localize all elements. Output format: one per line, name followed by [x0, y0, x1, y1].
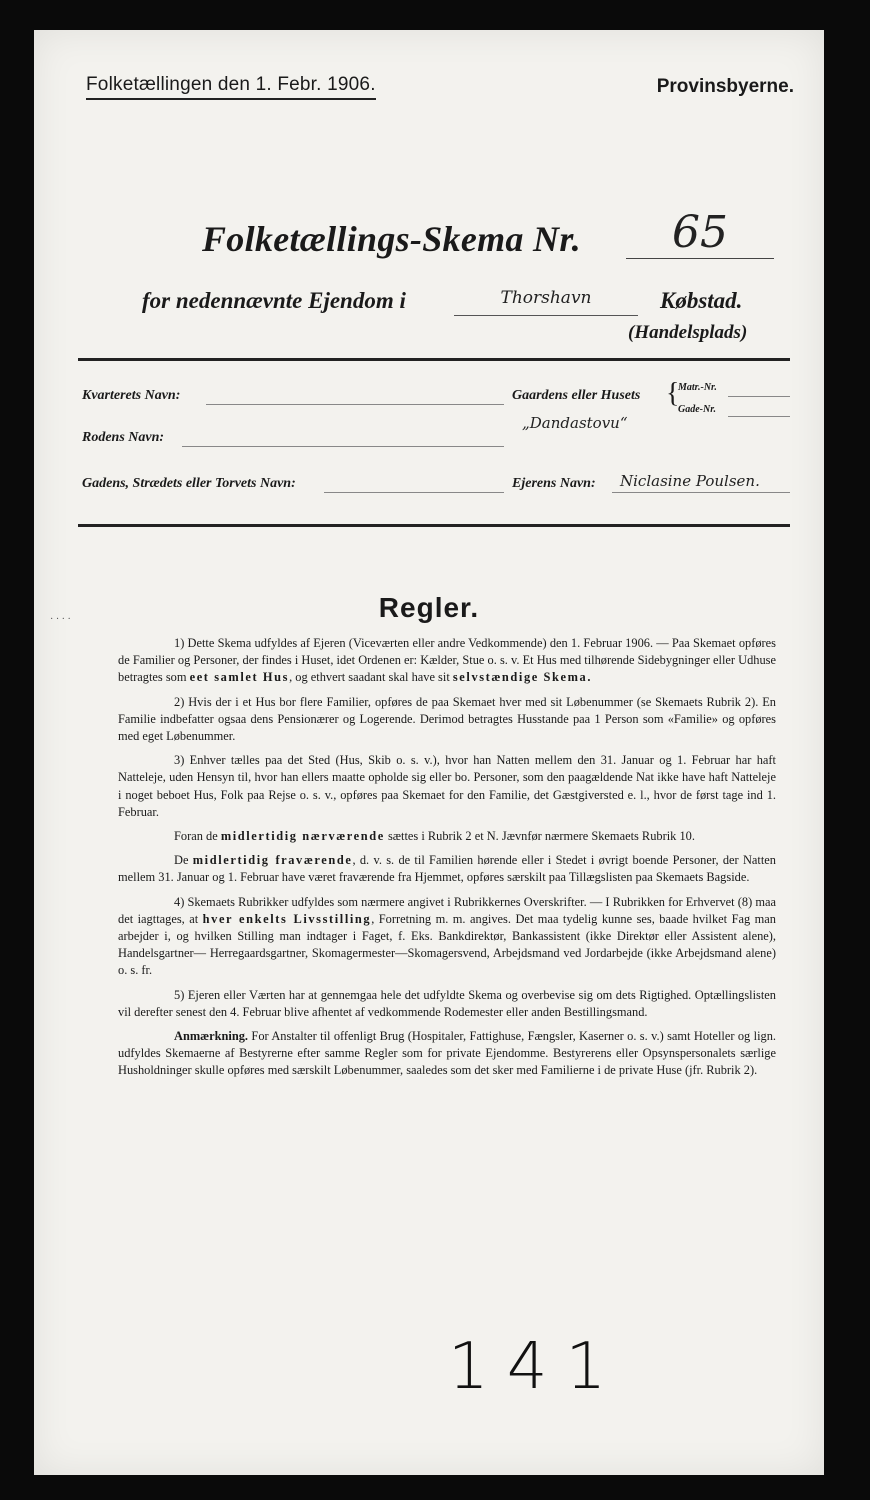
- margin-marks: · · · ·: [50, 614, 71, 625]
- fields-divider: [78, 524, 790, 527]
- gaard-name-handwritten: „Dandastovu“: [522, 414, 628, 432]
- brace-symbol: {: [666, 378, 680, 409]
- rode-label: Rodens Navn:: [82, 430, 165, 445]
- matr-nr-label: Matr.-Nr.: [678, 382, 717, 393]
- gaard-label: Gaardens eller Husets: [512, 388, 641, 403]
- rule-2: 2) Hvis der i et Hus bor flere Familier, opføres de paa Skemaet hver med sit Løbenummer (se Skemaets Rubrik 2). En Familie indbefatter ogsaa dens Pensionærer og Logerende. Derimod betragtes Husstande paa 1 Person som «Familie» og opføres med eget Løbenummer.: [118, 694, 776, 744]
- rule-4: 4) Skemaets Rubrikker udfyldes som nærmere angivet i Rubrikkernes Overskrifter. — I Rubrikken for Erhvervet (8) maa det iagttages, at hver enkelts Livsstilling, Forretning m. m. angives. Det maa tydelig kunne ses, baade hvilket Fag man arbejder i, og hvilken Stilling man indtager i Faget, f. Eks. Bankdirektør, Bankassistent (ikke Direktør eller Assistent alene), Handelsgartner— Herregaardsgartner, Skomagermester—Skomagersvend, Arbejdsmand ved Jordarbejde (ikke Arbejdsmand alene) o. s. fr.: [118, 894, 776, 978]
- handelsplads-label: (Handelsplads): [628, 322, 748, 343]
- top-divider: [78, 358, 790, 361]
- kvarter-label: Kvarterets Navn:: [82, 388, 181, 403]
- region-heading: Provinsbyerne.: [656, 76, 794, 97]
- skema-number-handwritten: 65: [626, 208, 774, 259]
- rule-annotation: Anmærkning. For Anstalter til offenligt Brug (Hospitaler, Fattighuse, Fængsler, Kaserner o. s. v.) samt Hoteller og lign. udfyldes Skemaerne af Bestyrerne efter samme Regler som for private Ejendomme. Bestyrerens eller Opsynspersonalets særlige Husholdninger skulle opføres med særskilt Løbenummer, saaledes som det sker med Familierne i de private Huse (jfr. Rubrik 2).: [118, 1029, 776, 1078]
- gade-line: [324, 474, 504, 493]
- rule-1: 1) Dette Skema udfyldes af Ejeren (Viceværten eller andre Vedkommende) den 1. Februar 1906. — Paa Skemaet opføres de Familier og Personer, der findes i Huset, idet Ordenen er: Kælder, Stue o. s. v. Et Hus med tilhørende Sidebygninger eller Udhuse betragtes som eet samlet Hus, og ethvert saadant skal have sit selvstændige Skema.: [118, 636, 776, 685]
- rule-5: 5) Ejeren eller Værten har at gennemgaa hele det udfyldte Skema og overbevise sig om dets Rigtighed. Optællingslisten vil derefter senest den 4. Februar blive afhentet af vedkommende Rodemester eller anden Bestillingsmand.: [118, 987, 776, 1019]
- gade-nr-label: Gade-Nr.: [678, 404, 717, 415]
- kvarter-line: [206, 386, 504, 405]
- rule-3-absent: De midlertidig fraværende, d. v. s. de til Familien hørende eller i Stedet i øvrigt boende Personer, der Natten mellem 31. Januar og 1. Februar have været fraværende fra Hjemmet, opføres særskilt paa Tillægslisten paa Skemaets Bagside.: [118, 853, 776, 885]
- rules-text: [118, 635, 776, 1087]
- gade-nr-line: [728, 398, 790, 417]
- matr-nr-line: [728, 378, 790, 397]
- rules-title: Regler.: [378, 592, 480, 623]
- rule-3-present: Foran de midlertidig nærværende sættes i Rubrik 2 et N. Jævnfør nærmere Skemaets Rubrik 10.: [174, 829, 695, 844]
- rode-line: [182, 428, 504, 447]
- form-subtitle: for nedennævnte Ejendom i: [142, 288, 406, 313]
- page-number-handwritten: 141: [448, 1330, 625, 1404]
- ejer-label: Ejerens Navn:: [512, 476, 596, 491]
- census-form-page: [34, 30, 824, 1475]
- owner-name-handwritten: Niclasine Poulsen.: [620, 472, 760, 490]
- form-title: Folketællings-Skema Nr.: [202, 219, 581, 259]
- rule-3: 3) Enhver tælles paa det Sted (Hus, Skib o. s. v.), hvor han Natten mellem den 31. Januar og 1. Februar har haft Natteleje, uden Hensyn til, hvor han ellers maatte opholde sig eller bo. Personer, som den paagældende Nat ikke have haft Natteleje i noget beboet Hus, Folk paa Rejse o. s. v., opføres paa Skemaet for den Familie, det Gæstgiversted e. l., hvor de først tage ind 1. Februar.: [118, 753, 776, 819]
- city-handwritten: Thorshavn: [454, 288, 638, 316]
- census-date-heading: Folketællingen den 1. Febr. 1906.: [86, 74, 376, 100]
- kobstad-label: Købstad.: [660, 288, 743, 313]
- gade-label: Gadens, Strædets eller Torvets Navn:: [82, 476, 296, 491]
